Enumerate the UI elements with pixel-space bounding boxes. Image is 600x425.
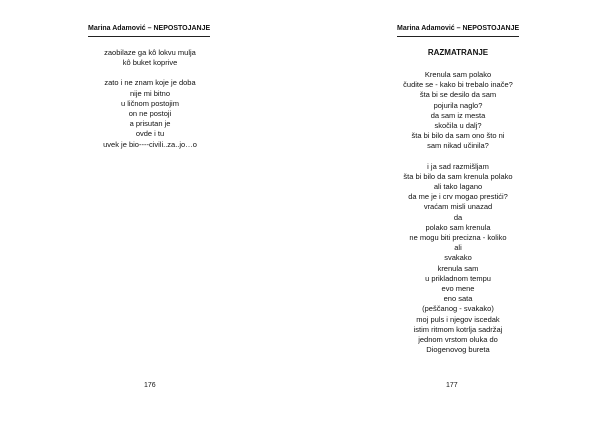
poem-line: zato i ne znam koje je doba <box>104 78 196 88</box>
poem-line: nije mi bitno <box>129 88 171 98</box>
poem-line: ovde i tu <box>135 129 165 139</box>
poem-line: čudite se - kako bi trebalo inače? <box>403 80 513 90</box>
poem-line: skočila u dalj? <box>434 121 482 131</box>
poem-line: svakako <box>444 253 472 263</box>
poem-line: ne mogu biti precizna - koliko <box>409 233 507 243</box>
poem-line: ali tako lagano <box>433 182 483 192</box>
page-number: 177 <box>446 382 458 389</box>
poem-line: kô buket koprive <box>122 58 178 68</box>
poem-line: da me je i crv mogao prestići? <box>408 192 508 202</box>
poem-line: polako sam krenula <box>425 222 491 232</box>
poem-line: vraćam misli unazad <box>423 202 493 212</box>
poem-line: sam nikad učinila? <box>427 141 489 151</box>
poem-line: zaobilaze ga kô lokvu mulja <box>104 48 196 57</box>
poem-title: RAZMATRANJE <box>427 48 489 57</box>
right-page <box>300 0 600 425</box>
poem-text <box>393 48 523 355</box>
poem-line: da sam iz mesta <box>430 110 486 120</box>
poem-line: moj puls i njegov iscedak <box>416 314 500 324</box>
poem-line: evo mene <box>441 284 475 294</box>
header-rule <box>88 36 210 37</box>
poem-line: krenula sam <box>437 263 479 273</box>
poem-text <box>90 48 210 150</box>
poem-line: uvek je bio----civili..za..jo…o <box>103 139 197 149</box>
poem-line: šta bi bilo da sam ono što ni <box>411 131 505 141</box>
poem-line: da <box>453 212 463 222</box>
poem-line: eno sata <box>443 294 473 304</box>
page-number: 176 <box>144 382 156 389</box>
poem-line: ali <box>454 243 462 253</box>
poem-line: (peščanog - svakako) <box>422 304 494 314</box>
poem-line: i ja sad razmišljam <box>427 161 489 171</box>
running-header: Marina Adamović – NEPOSTOJANJE <box>88 25 211 32</box>
stanza-break <box>393 152 523 162</box>
poem-line: u ličnom postojim <box>121 98 179 108</box>
poem-line: a prisutan je <box>129 119 171 129</box>
poem-line: on ne postoji <box>128 109 172 119</box>
poem-line: Diogenovog bureta <box>426 345 490 355</box>
running-header: Marina Adamović – NEPOSTOJANJE <box>397 25 520 32</box>
poem-line: pojurila naglo? <box>433 100 483 110</box>
poem-line: istim ritmom kotrlja sadržaj <box>413 324 503 334</box>
poem-line: jednom vrstom oluka do <box>418 335 498 345</box>
poem-line: šta bi se desilo da sam <box>419 90 497 100</box>
stanza-break <box>90 68 210 78</box>
poem-line: Krenula sam polako <box>424 70 492 79</box>
header-rule <box>397 36 519 37</box>
poem-line: šta bi bilo da sam krenula polako <box>403 171 513 181</box>
poem-line: u prikladnom tempu <box>425 273 491 283</box>
